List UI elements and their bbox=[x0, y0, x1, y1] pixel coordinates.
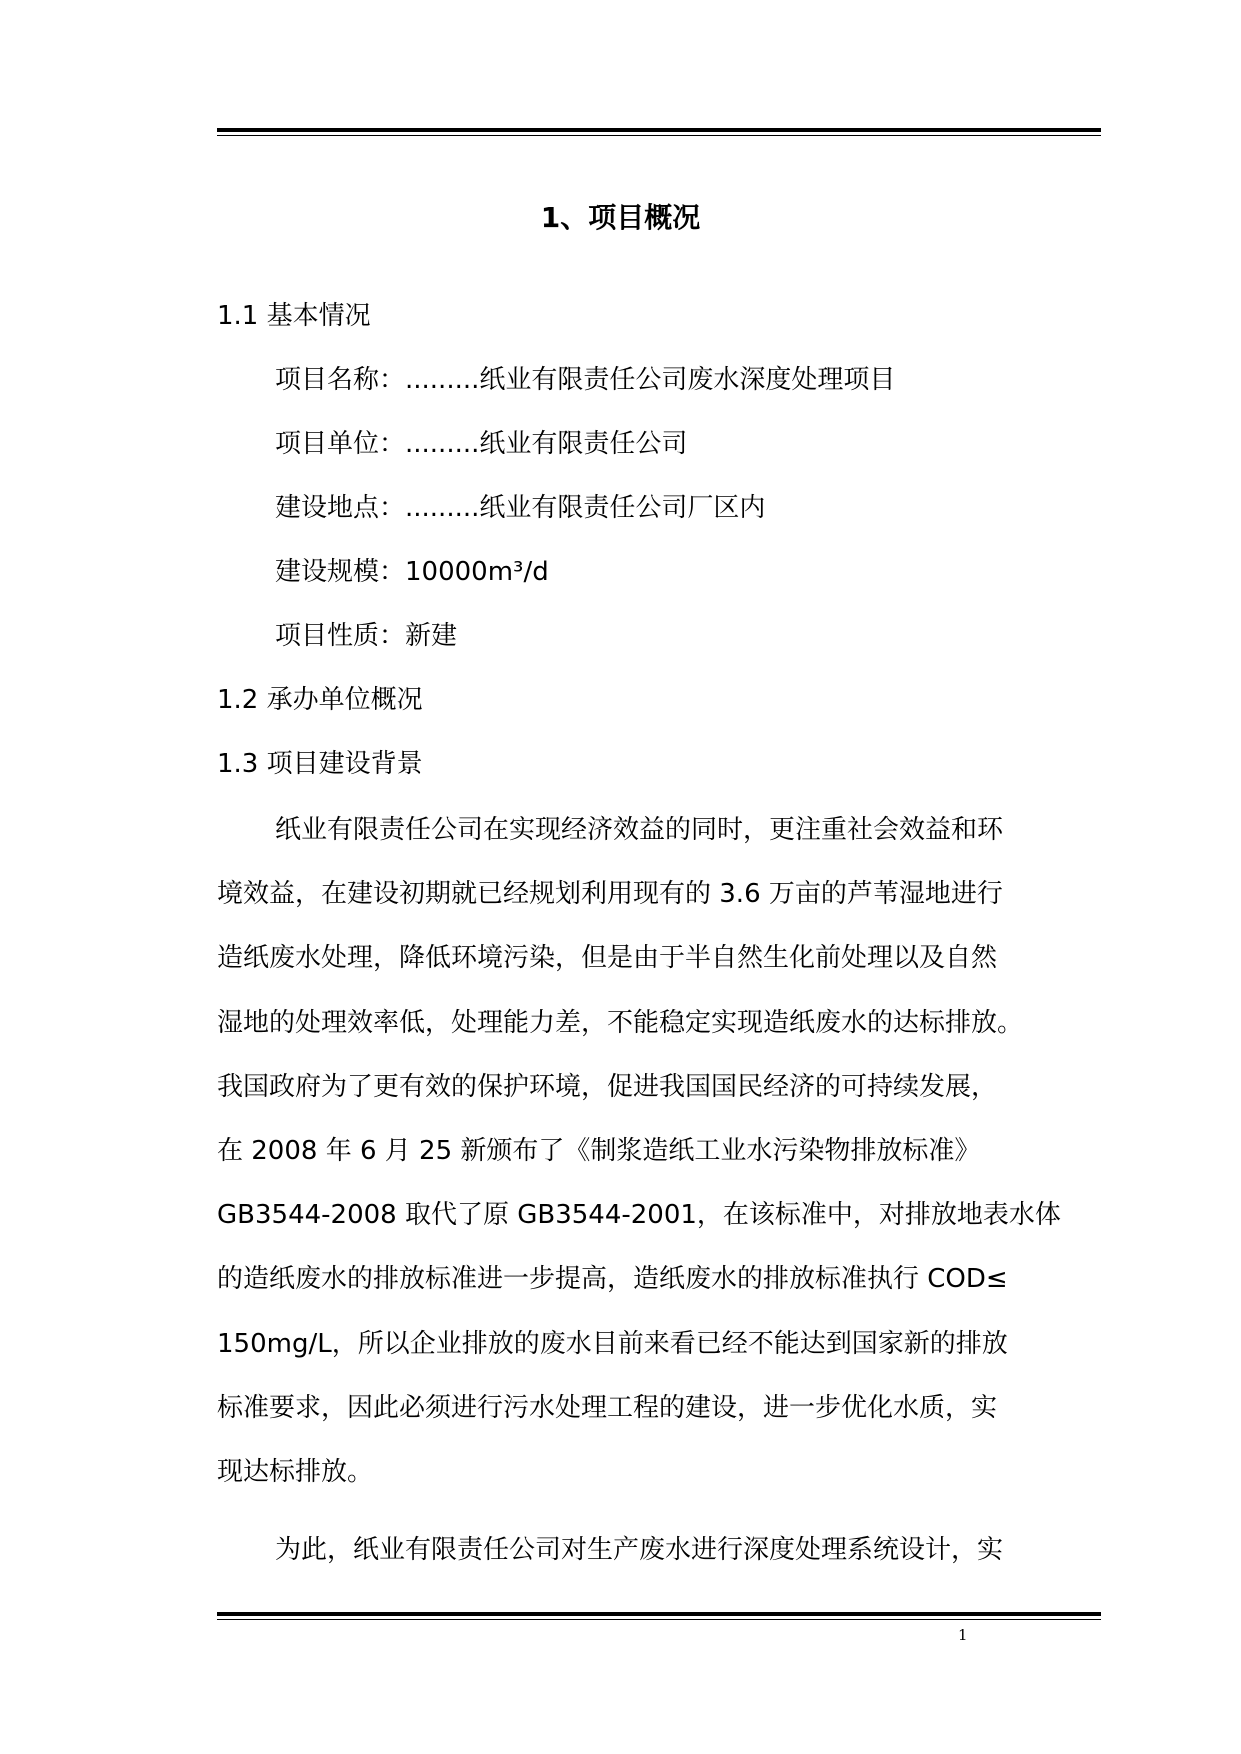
header-rule-thick bbox=[217, 128, 1101, 132]
footer-rule-thick bbox=[217, 1612, 1101, 1616]
info-item-project-name: 项目名称：.........纸业有限责任公司废水深度处理项目 bbox=[275, 365, 896, 395]
section-heading-1-3: 1.3 项目建设背景 bbox=[217, 749, 423, 779]
info-item-project-unit: 项目单位：.........纸业有限责任公司 bbox=[275, 429, 688, 459]
footer-rule-thin bbox=[217, 1619, 1101, 1620]
header-rule bbox=[217, 128, 1101, 138]
paragraph-line: 的造纸废水的排放标准进一步提高，造纸废水的排放标准执行 COD≤ bbox=[217, 1264, 1008, 1295]
paragraph-line: 在 2008 年 6 月 25 新颁布了《制浆造纸工业水污染物排放标准》 bbox=[217, 1136, 981, 1167]
info-item-scale: 建设规模：10000m³/d bbox=[275, 557, 549, 587]
info-item-location: 建设地点：.........纸业有限责任公司厂区内 bbox=[275, 493, 766, 523]
paragraph-line: 造纸废水处理，降低环境污染，但是由于半自然生化前处理以及自然 bbox=[217, 943, 998, 974]
paragraph-line: 现达标排放。 bbox=[217, 1457, 374, 1488]
chapter-title: 1、项目概况 bbox=[540, 201, 701, 234]
background-paragraph-1 bbox=[217, 798, 1083, 1504]
paragraph-line: 我国政府为了更有效的保护环境，促进我国国民经济的可持续发展， bbox=[217, 1071, 998, 1102]
section-heading-1-2: 1.2 承办单位概况 bbox=[217, 685, 423, 715]
paragraph-line: 纸业有限责任公司在实现经济效益的同时，更注重社会效益和环 bbox=[275, 815, 1004, 845]
paragraph-line: 为此，纸业有限责任公司对生产废水进行深度处理系统设计，实 bbox=[275, 1535, 1004, 1565]
paragraph-line: 境效益，在建设初期就已经规划利用现有的 3.6 万亩的芦苇湿地进行 bbox=[217, 879, 1003, 910]
paragraph-line: GB3544-2008 取代了原 GB3544-2001，在该标准中，对排放地表水体 bbox=[217, 1200, 1061, 1231]
paragraph-line: 湿地的处理效率低，处理能力差，不能稳定实现造纸废水的达标排放。 bbox=[217, 1007, 1024, 1038]
header-rule-thin bbox=[217, 135, 1101, 136]
section-heading-1-1: 1.1 基本情况 bbox=[217, 301, 371, 331]
paragraph-line: 150mg/L，所以企业排放的废水目前来看已经不能达到国家新的排放 bbox=[217, 1328, 1008, 1359]
page-number: 1 bbox=[958, 1626, 968, 1644]
info-item-nature: 项目性质：新建 bbox=[275, 621, 458, 651]
paragraph-line: 标准要求，因此必须进行污水处理工程的建设，进一步优化水质，实 bbox=[217, 1392, 998, 1423]
footer-rule bbox=[217, 1612, 1101, 1622]
background-paragraph-2 bbox=[217, 1518, 1083, 1582]
